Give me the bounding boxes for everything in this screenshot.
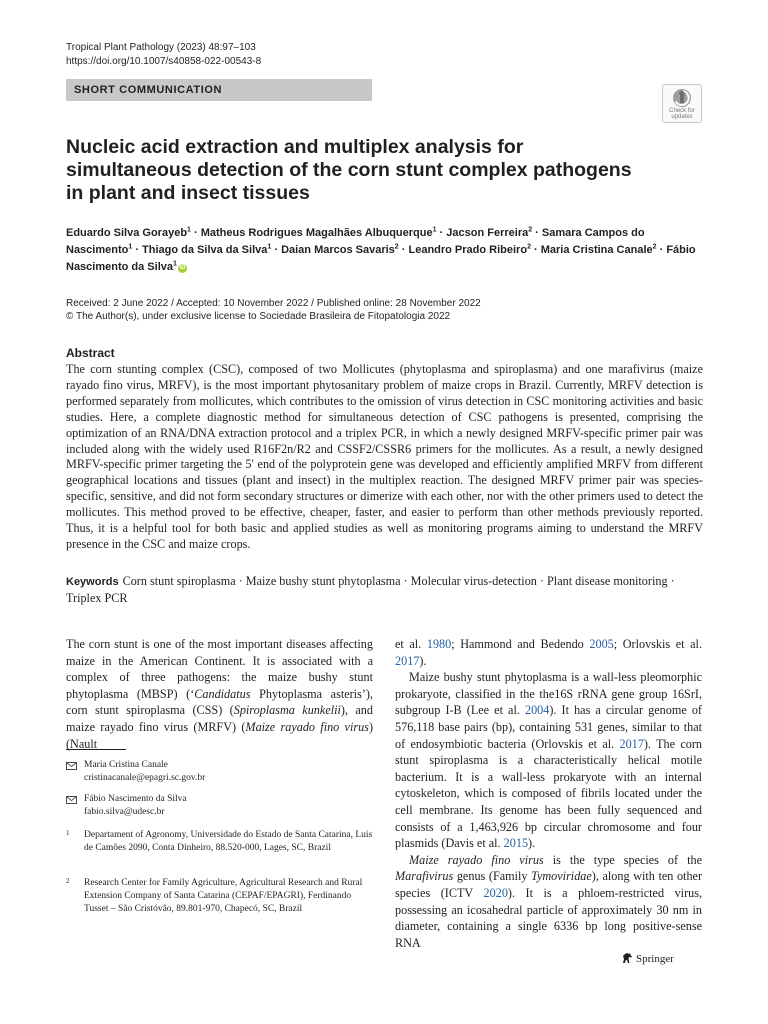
author-list — [66, 225, 706, 276]
abstract-text: The corn stunting complex (CSC), composed of two Mollicutes (phytoplasma and spiroplasma) and one marafivirus (maize rayado fino virus, MRFV), is the most important phytosanitary problem of maize crops in Brazil. Currently, MRFV detection is performed separately from mollicutes, which contributes to the omission of virus detection in CSC monitoring activities and basic studies. Here, a complete diagnostic method for simultaneous detection of CSC pathogens is presented, comprising the optimization of an RNA/DNA extraction protocol and a triplex PCR, in which a newly designed MRFV-specific primer pair was included along with the widely used R16F2n/R2 and CSSF2/CSSR6 primers for the mollicutes. As a result, a newly designed MRFV-specific primer targeting the 5′ end of the polyprotein gene was developed and efficiently amplified MRFV from different geographical locations and tissues (plant and insect) in the multiplex reaction. The designed MRFV primer pair was species-specific, sensitive, and did not form secondary structures or dimerize with each other, nor with the other primers used to detect the mollicutes. This method proved to be effective, cheaper, faster, and easier to perform than other methods previously reported. Thus, it is a helpful tool for both basic and applied studies as well as monitoring programs aiming to understand the MRFV presence in the CSC and maize crops. — [66, 362, 703, 551]
author-separator: · — [436, 227, 447, 239]
check-for-updates-icon — [672, 88, 692, 108]
author-name: Leandro Prado Ribeiro — [408, 244, 528, 256]
author[interactable] — [446, 227, 532, 239]
author-affiliation: 2 — [527, 243, 531, 251]
copyright-line: © The Author(s), under exclusive license to Sociedade Brasileira de Fitopatologia 2022 — [66, 311, 451, 322]
correspondence-entry — [84, 793, 187, 819]
doi-link[interactable]: https://doi.org/10.1007/s40858-022-00543-8 — [66, 56, 262, 67]
publication-dates — [66, 297, 481, 323]
affiliation-text: Research Center for Family Agriculture, Agricultural Research and Rural Extension Company of Santa Catarina (CEPAF/EPAGRI), Ferdinando Tusset – São Cristóvão, 89.801-970, Chapecó, SC, Brazil — [84, 878, 363, 914]
author-affiliation: 1 — [432, 226, 437, 234]
author[interactable] — [541, 244, 657, 256]
affiliation-number: 2 — [66, 877, 70, 885]
body-text: ). It is a phloem-restricted virus, possessing an icosahedral particle of approximately 30 nm in diameter, containing a single 6336 bp long positive-sense RNA — [395, 885, 703, 950]
body-italic: Maize rayado fino virus — [409, 852, 544, 867]
body-text: ; Orlovskis et al. — [613, 637, 702, 651]
citation-link[interactable]: 2017 — [395, 653, 420, 668]
correspondent-email[interactable]: cristinacanale@epagri.sc.gov.br — [84, 773, 206, 783]
journal-citation: Tropical Plant Pathology (2023) 48:97–103 — [66, 42, 256, 53]
check-for-updates-line1: Check for — [669, 108, 695, 114]
envelope-icon — [66, 796, 77, 804]
paragraph — [395, 669, 702, 852]
author[interactable] — [408, 244, 530, 256]
author-separator: · — [190, 227, 201, 239]
body-italic: Marafivirus — [395, 869, 454, 884]
journal-header — [66, 41, 261, 69]
springer-horse-icon — [621, 952, 633, 964]
body-italic: Tymoviridae — [531, 869, 592, 884]
author-name: Eduardo Silva Gorayeb — [66, 227, 188, 239]
article-title: Nucleic acid extraction and multiplex analysis for simultaneous detection of the corn stunt complex pathogens in plant and insect tissues — [66, 136, 632, 204]
section-label: SHORT COMMUNICATION — [66, 79, 372, 101]
publisher-mark — [621, 952, 674, 966]
author-separator: · — [530, 244, 541, 256]
author-affiliation: 1 — [173, 260, 177, 268]
body-text: ). The corn stunt spiroplasma is a characteristically helical motile bacterium. It is a wall-less prokaryote with an internal cytoskeleton, which is composed of fibrils located under the cell membrane. Its genome has been fully sequenced and consists of a 1,463,926 bp circular chromosome and four plasmids (Davis et al. — [395, 736, 702, 851]
author-name: Daian Marcos Savaris — [281, 244, 395, 256]
author-separator: · — [532, 227, 542, 239]
body-text: genus (Family — [453, 869, 532, 884]
citation-link[interactable]: 1980 — [426, 637, 452, 651]
author-affiliation: 1 — [267, 243, 272, 251]
body-text: ). — [528, 836, 536, 851]
footnote-rule — [66, 749, 126, 750]
citation-link[interactable]: 2017 — [619, 736, 644, 751]
author-affiliation: 2 — [652, 243, 657, 251]
author-name: Samara Campos do Nascimento — [66, 227, 645, 256]
paragraph — [395, 636, 702, 669]
body-text: ), along with ten other species (ICTV — [395, 869, 703, 900]
body-italic: Maize rayado fino virus — [245, 719, 369, 734]
body-text: is the type species of the — [543, 852, 702, 867]
author-affiliation: 1 — [187, 226, 191, 234]
correspondent-name: Maria Cristina Canale — [84, 760, 168, 770]
author-separator: · — [271, 244, 282, 256]
check-for-updates-line2: updates — [671, 114, 693, 120]
body-text: ). — [419, 653, 427, 668]
author-separator: · — [398, 244, 409, 256]
affiliation-number: 1 — [66, 829, 70, 837]
author-name: Matheus Rodrigues Magalhães Albuquerque — [200, 227, 433, 239]
affiliation-text: Departament of Agronomy, Universidade do Estado de Santa Catarina, Luís de Camões 2090, Conta Dinheiro, 88.520-000, Lages, SC, Brazil — [84, 830, 373, 853]
author[interactable] — [281, 244, 399, 256]
correspondent-email[interactable]: fabio.silva@udesc.br — [84, 807, 165, 817]
body-text: ) (Nault — [66, 719, 373, 751]
body-italic: Spiroplasma kunkelii — [233, 703, 341, 718]
body-left-column — [66, 636, 373, 752]
body-text: Maize bushy stunt phytoplasma is a wall-less pleomorphic prokaryote, classified in the the16S rRNA gene group 16SrI, subgroup I-B (Lee et al. — [395, 670, 702, 718]
publisher-name: Springer — [636, 953, 674, 965]
author-name: Maria Cristina Canale — [540, 244, 653, 256]
abstract-heading: Abstract — [66, 346, 115, 360]
body-italic: Candidatus — [194, 686, 251, 701]
author-name: Jacson Ferreira — [446, 227, 529, 239]
correspondent-name: Fábio Nascimento da Silva — [84, 794, 187, 804]
body-text: ). It has a circular genome of 576,118 base pairs (bp), containing 531 genes, similar to that of endosymbiotic bacteria (Orlovskis et al. — [395, 703, 702, 751]
correspondence-entry — [84, 759, 205, 785]
keywords-text: Corn stunt spiroplasma · Maize bushy stunt phytoplasma · Molecular virus-detection · Plant disease monitoring · Triplex PCR — [66, 574, 675, 605]
author-name: Thiago da Silva da Silva — [142, 244, 268, 256]
received-dates: Received: 2 June 2022 / Accepted: 10 November 2022 / Published online: 28 November 2022 — [66, 298, 481, 309]
author-affiliation: 2 — [528, 226, 533, 234]
author-affiliation: 1 — [128, 243, 133, 251]
author-separator: · — [132, 244, 143, 256]
author[interactable] — [201, 227, 437, 239]
author-affiliation: 2 — [394, 243, 399, 251]
body-right-column — [395, 636, 702, 951]
author[interactable] — [66, 227, 191, 239]
body-text: ), and maize rayado fino virus (MRFV) ( — [66, 703, 373, 734]
citation-link[interactable]: 2015 — [503, 836, 529, 851]
citation-link[interactable]: 2004 — [524, 703, 550, 718]
author-name: Fábio Nascimento da Silva — [66, 244, 696, 273]
paragraph — [395, 852, 702, 952]
check-for-updates-badge[interactable] — [662, 84, 702, 123]
keywords-label: Keywords — [66, 576, 119, 588]
citation-link[interactable]: 2005 — [589, 637, 614, 651]
envelope-icon — [66, 762, 77, 770]
author-separator: · — [656, 244, 667, 256]
body-text: et al. — [395, 637, 427, 651]
citation-link[interactable]: 2020 — [483, 885, 508, 900]
orcid-icon[interactable]: iD — [179, 265, 186, 271]
body-text: The corn stunt is one of the most important diseases affecting maize in the American Continent. It is associated with a complex of three pathogens: the maize bushy stunt phytoplasma (MBSP) (‘ — [66, 637, 373, 701]
keywords — [66, 573, 703, 606]
author[interactable] — [142, 244, 271, 256]
body-text: ; Hammond and Bedendo — [451, 637, 590, 651]
body-text: Phytoplasma asteris’), corn stunt spiroplasma (CSS) ( — [66, 686, 373, 718]
